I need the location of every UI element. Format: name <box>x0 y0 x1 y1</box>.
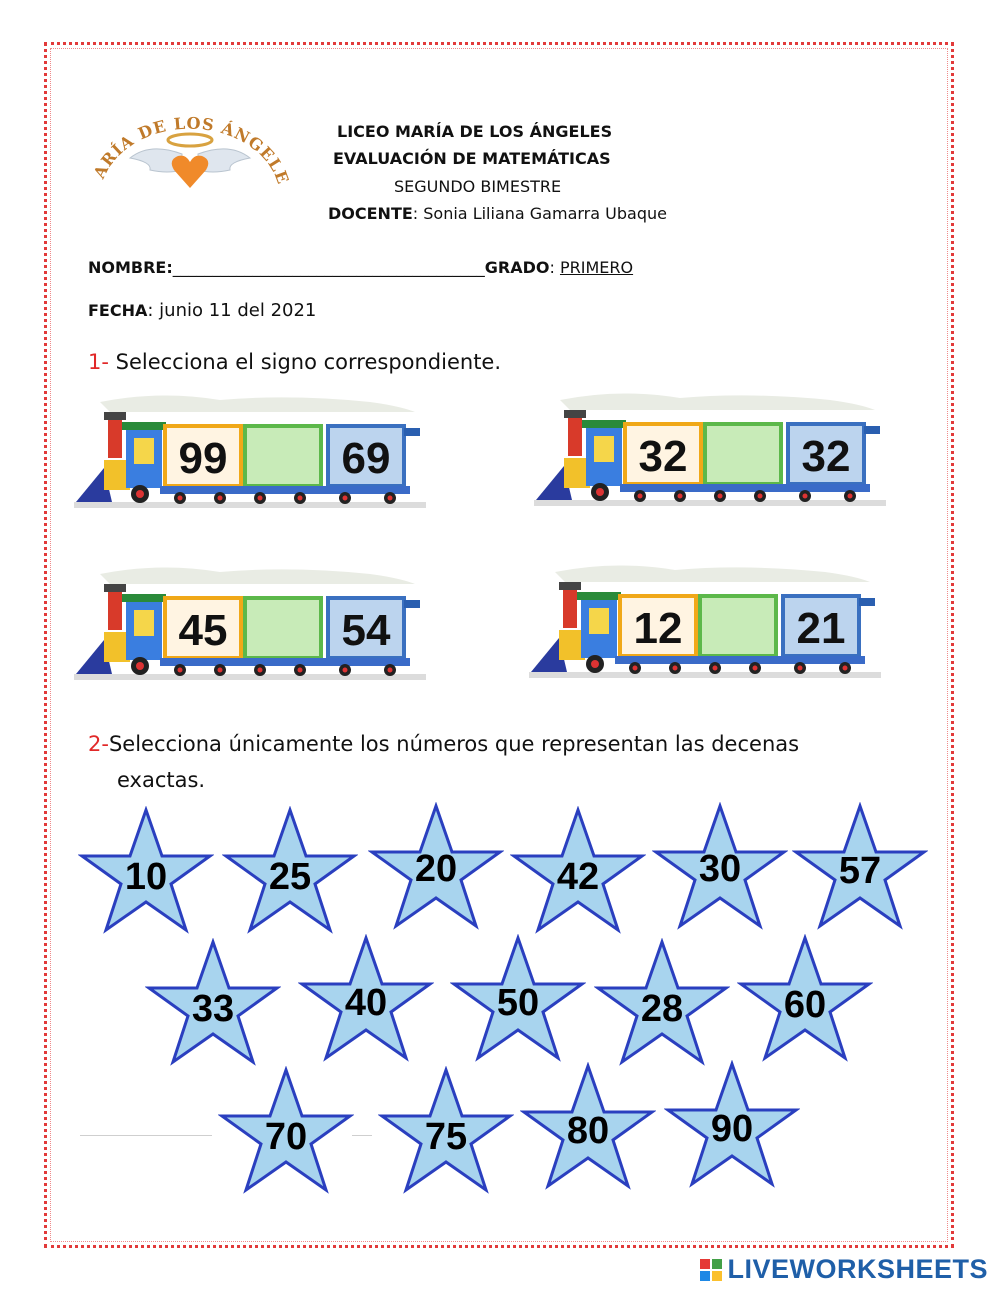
star-number: 57 <box>838 850 882 892</box>
grade-label: GRADO <box>484 258 550 277</box>
star-option[interactable] <box>298 934 434 1064</box>
school-name: LICEO MARÍA DE LOS ÁNGELES <box>337 122 613 141</box>
train-3-answer-box[interactable] <box>245 598 321 658</box>
question-2-text-line-2: exactas. <box>117 768 206 792</box>
liveworksheets-text: LIVEWORKSHEETS <box>727 1254 988 1284</box>
train-2-left-number: 32 <box>638 432 688 481</box>
star-option[interactable] <box>378 1066 514 1196</box>
train-2-answer-box[interactable] <box>705 424 781 484</box>
grade-colon: : <box>549 258 560 277</box>
exam-title: EVALUACIÓN DE MATEMÁTICAS <box>333 149 611 168</box>
star-number: 80 <box>566 1110 610 1152</box>
date-label: FECHA <box>88 301 148 320</box>
star-option[interactable] <box>222 806 358 936</box>
date-value: : junio 11 del 2021 <box>147 300 317 321</box>
star-number: 70 <box>264 1116 308 1158</box>
liveworksheets-brand[interactable] <box>700 1254 988 1285</box>
star-option[interactable] <box>520 1062 656 1192</box>
star-number: 50 <box>496 982 540 1024</box>
star-number: 75 <box>424 1116 468 1158</box>
train-smoke <box>100 395 415 412</box>
star-number: 28 <box>640 988 684 1030</box>
star-number: 25 <box>268 856 312 898</box>
teacher-label: DOCENTE <box>328 204 413 223</box>
question-2-text: Selecciona únicamente los números que representan las decenas <box>108 732 800 756</box>
train-4-right-number: 21 <box>796 604 846 653</box>
faint-line <box>80 1135 212 1136</box>
faint-line <box>352 1135 372 1136</box>
date-row <box>88 300 316 321</box>
star-option[interactable] <box>594 938 730 1068</box>
liveworksheets-logo-icon <box>700 1259 722 1281</box>
train-1 <box>70 390 430 520</box>
star-option[interactable] <box>78 806 214 936</box>
term-label: SEGUNDO BIMESTRE <box>394 177 562 196</box>
star-option[interactable] <box>145 938 281 1068</box>
question-2-number: 2- <box>88 732 109 756</box>
star-option[interactable] <box>737 934 873 1064</box>
star-option[interactable] <box>368 802 504 932</box>
star-option[interactable] <box>450 934 586 1064</box>
star-option[interactable] <box>218 1066 354 1196</box>
star-option[interactable] <box>792 802 928 932</box>
name-field[interactable]: _______________________________________ <box>172 258 485 277</box>
train-2-right-number: 32 <box>801 432 851 481</box>
star-number: 20 <box>414 848 458 890</box>
star-option[interactable] <box>664 1060 800 1190</box>
train-1-left-number: 99 <box>178 434 228 483</box>
star-number: 40 <box>344 982 388 1024</box>
train-3-right-number: 54 <box>341 606 391 655</box>
name-label: NOMBRE: <box>88 258 173 277</box>
teacher-name: : Sonia Liliana Gamarra Ubaque <box>412 204 667 223</box>
star-option[interactable] <box>510 806 646 936</box>
train-3-left-number: 45 <box>178 606 228 655</box>
train-1-right-number: 69 <box>341 434 391 483</box>
star-number: 10 <box>124 856 168 898</box>
teacher-line <box>328 204 667 223</box>
name-row <box>88 258 633 277</box>
star-number: 33 <box>191 988 235 1030</box>
star-number: 30 <box>698 848 742 890</box>
train-2 <box>530 388 890 518</box>
train-3 <box>70 562 430 692</box>
school-logo <box>90 92 290 202</box>
star-number: 42 <box>556 856 600 898</box>
question-2-title <box>88 732 799 756</box>
train-4-left-number: 12 <box>633 604 683 653</box>
star-number: 60 <box>783 984 827 1026</box>
star-option[interactable] <box>652 802 788 932</box>
question-1-text: Selecciona el signo correspondiente. <box>108 350 502 374</box>
star-number: 90 <box>710 1108 754 1150</box>
question-1-title <box>88 350 501 374</box>
train-1-answer-box[interactable] <box>245 426 321 486</box>
train-4 <box>525 560 885 690</box>
question-1-number: 1- <box>88 350 109 374</box>
grade-value: PRIMERO <box>559 258 634 277</box>
logo-text: ARÍA DE LOS ÁNGEL <box>90 113 287 182</box>
train-4-answer-box[interactable] <box>700 596 776 656</box>
